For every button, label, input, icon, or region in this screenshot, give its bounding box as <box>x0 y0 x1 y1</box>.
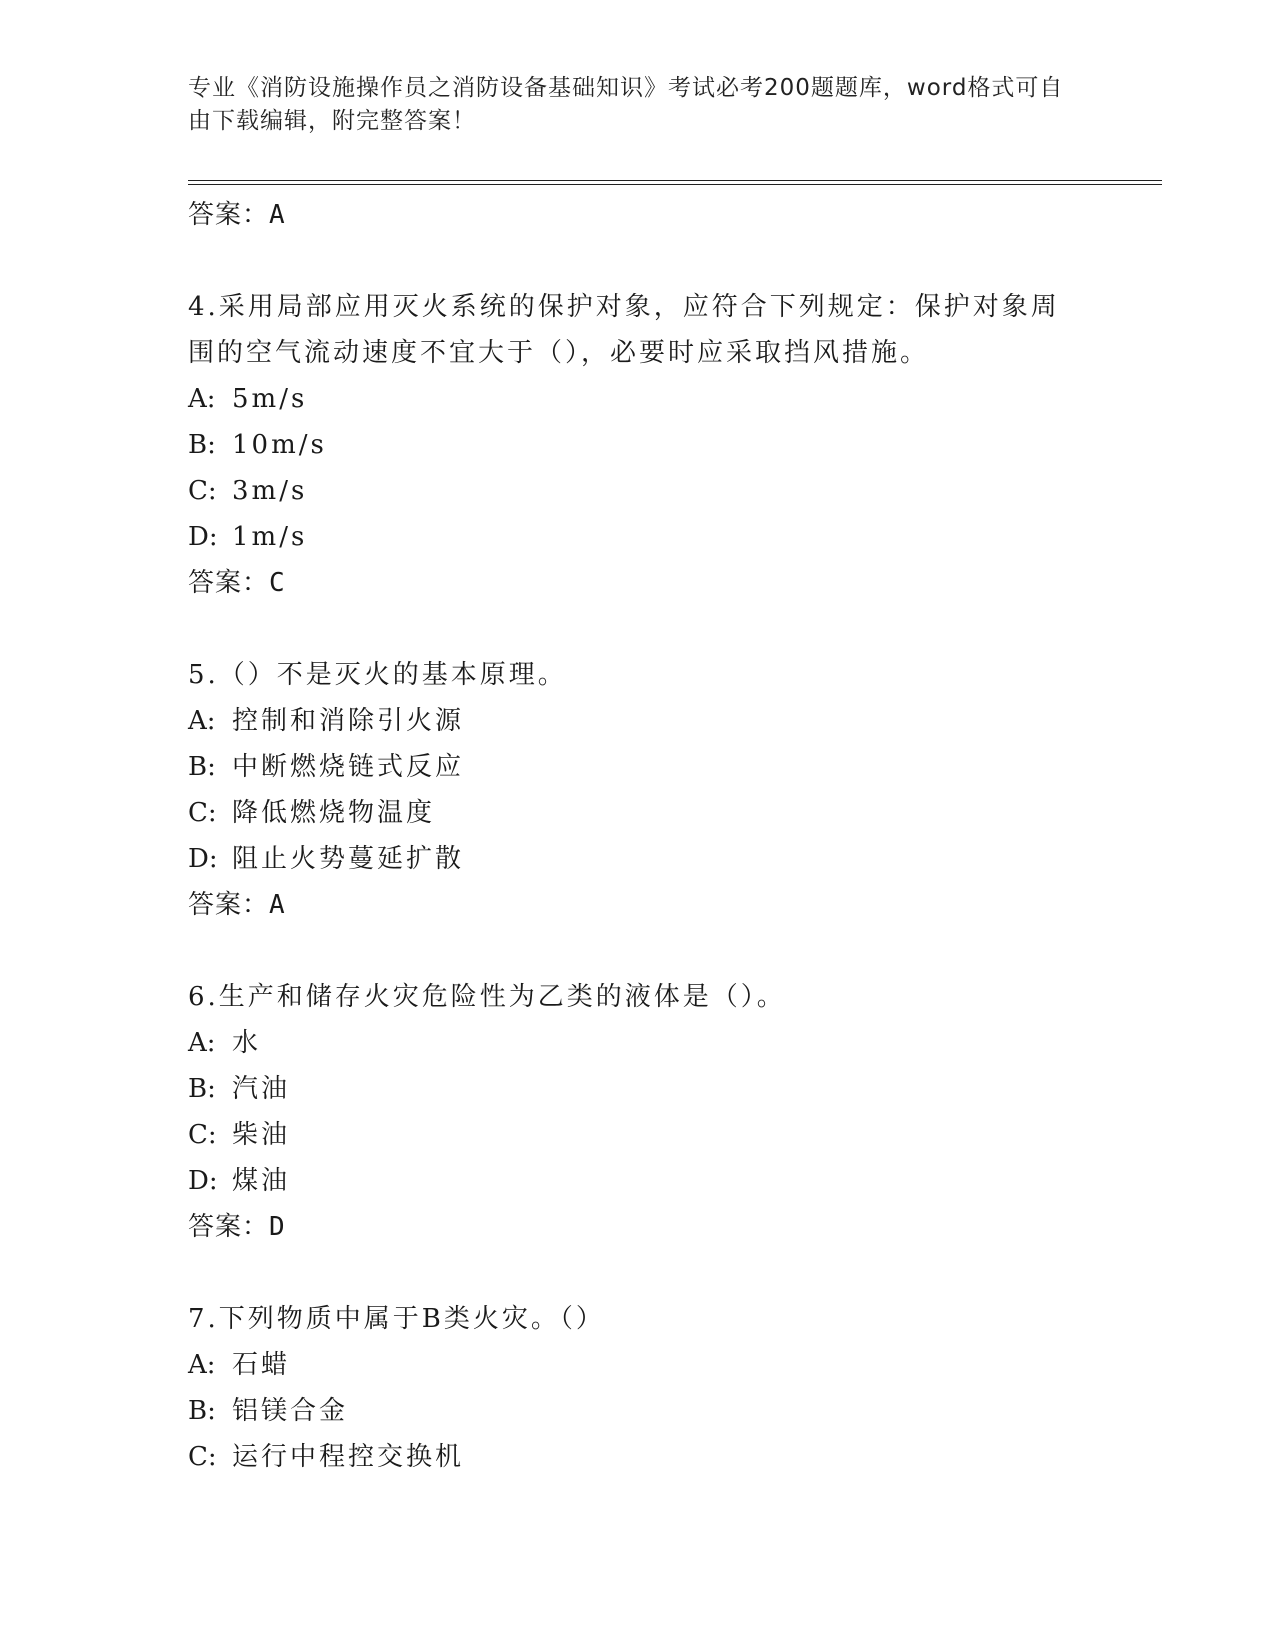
option-text: 3m/s <box>232 476 308 506</box>
answer-label: 答案： <box>188 200 270 230</box>
answer-value: A <box>269 200 286 230</box>
option-letter: B: <box>188 1396 216 1426</box>
option-text: 柴油 <box>232 1120 291 1150</box>
question-block <box>188 652 1088 928</box>
option-a <box>188 376 1088 422</box>
question-stem: 4.采用局部应用灭火系统的保护对象，应符合下列规定：保护对象周 <box>188 292 1060 322</box>
option-letter: A: <box>188 384 216 414</box>
option-letter: D: <box>188 522 218 552</box>
option-text: 石蜡 <box>232 1350 291 1380</box>
option-letter: C: <box>188 1120 217 1150</box>
option-letter: C: <box>188 1442 217 1472</box>
option-b <box>188 1066 1088 1112</box>
option-d <box>188 1158 1088 1204</box>
option-letter: A: <box>188 1350 216 1380</box>
answer-value: C <box>269 568 286 598</box>
option-text: 运行中程控交换机 <box>232 1442 465 1472</box>
answer-value: D <box>269 1212 286 1242</box>
header-rule-bottom <box>188 184 1162 185</box>
option-letter: B: <box>188 430 216 460</box>
question-block <box>188 1296 1088 1480</box>
document-body <box>188 192 1088 1480</box>
option-letter: D: <box>188 844 218 874</box>
answer-line <box>188 192 1088 238</box>
option-c <box>188 790 1088 836</box>
option-d <box>188 836 1088 882</box>
option-c <box>188 468 1088 514</box>
option-a <box>188 698 1088 744</box>
question-stem: 6.生产和储存火灾危险性为乙类的液体是（）。 <box>188 982 786 1012</box>
option-c <box>188 1112 1088 1158</box>
option-text: 汽油 <box>232 1074 291 1104</box>
option-b <box>188 422 1088 468</box>
question-stem: 5.（）不是灭火的基本原理。 <box>188 660 567 690</box>
option-text: 10m/s <box>232 430 327 460</box>
option-text: 水 <box>232 1028 262 1058</box>
option-c <box>188 1434 1088 1480</box>
question-block <box>188 974 1088 1250</box>
option-letter: B: <box>188 752 216 782</box>
answer-label: 答案： <box>188 1212 270 1242</box>
option-text: 5m/s <box>232 384 308 414</box>
question-stem-continued: 围的空气流动速度不宜大于（），必要时应采取挡风措施。 <box>188 338 930 368</box>
option-letter: D: <box>188 1166 218 1196</box>
answer-line <box>188 560 1088 606</box>
option-text: 中断燃烧链式反应 <box>232 752 465 782</box>
option-letter: A: <box>188 1028 216 1058</box>
question-block <box>188 284 1088 606</box>
option-text: 降低燃烧物温度 <box>232 798 436 828</box>
header-text: 专业《消防设施操作员之消防设备基础知识》考试必考200题题库，word格式可自由下载编辑，附完整答案！ <box>188 75 1064 134</box>
option-letter: A: <box>188 706 216 736</box>
option-text: 阻止火势蔓延扩散 <box>232 844 465 874</box>
answer-value: A <box>269 890 286 920</box>
option-d <box>188 514 1088 560</box>
option-text: 控制和消除引火源 <box>232 706 465 736</box>
option-a <box>188 1020 1088 1066</box>
answer-line <box>188 882 1088 928</box>
option-letter: C: <box>188 798 217 828</box>
option-b <box>188 744 1088 790</box>
answer-line <box>188 1204 1088 1250</box>
question-stem: 7.下列物质中属于B类火灾。（） <box>188 1304 605 1334</box>
option-b <box>188 1388 1088 1434</box>
header-rule-top <box>188 180 1162 181</box>
option-text: 煤油 <box>232 1166 291 1196</box>
option-text: 铝镁合金 <box>232 1396 349 1426</box>
answer-label: 答案： <box>188 568 270 598</box>
option-text: 1m/s <box>232 522 308 552</box>
answer-label: 答案： <box>188 890 270 920</box>
document-header <box>188 72 1068 138</box>
option-letter: B: <box>188 1074 216 1104</box>
option-a <box>188 1342 1088 1388</box>
option-letter: C: <box>188 476 217 506</box>
